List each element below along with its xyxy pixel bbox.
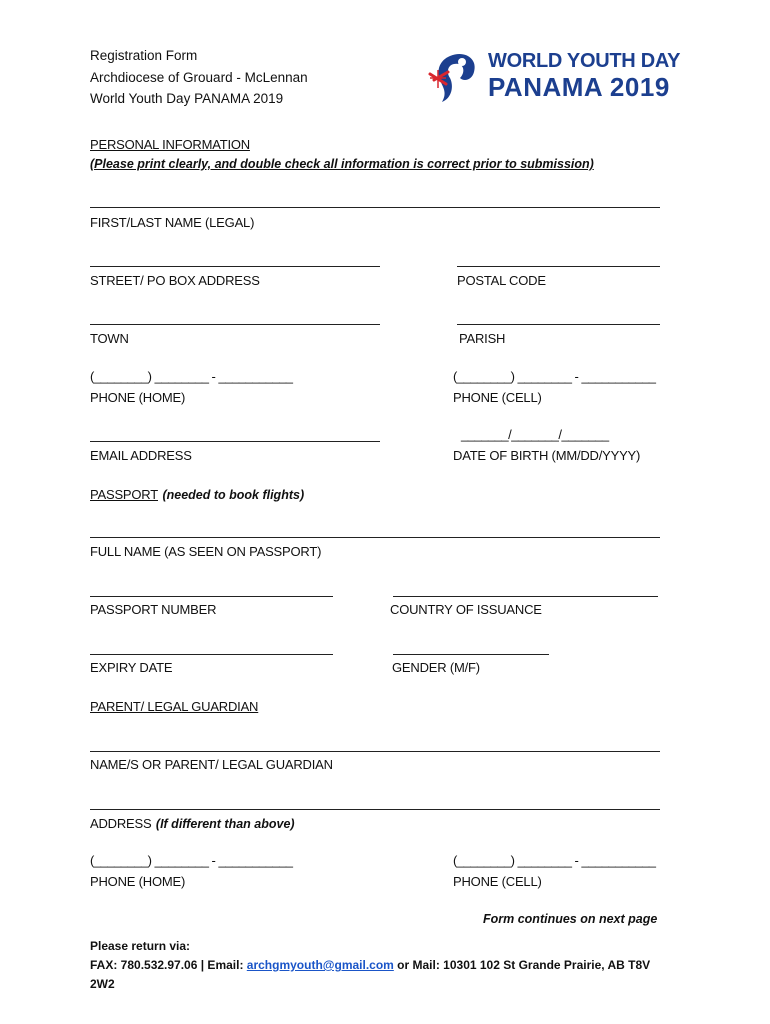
- guardian-phone-cell-label: PHONE (CELL): [453, 874, 542, 889]
- guardian-address-label-row: [90, 815, 295, 833]
- dob-label: DATE OF BIRTH (MM/DD/YYYY): [453, 448, 641, 463]
- passport-number-label: PASSPORT NUMBER: [90, 602, 217, 617]
- passport-name-label: FULL NAME (AS SEEN ON PASSPORT): [90, 544, 322, 559]
- logo-text-bottom: PANAMA 2019: [488, 72, 670, 102]
- wyd-pilgrim-icon: [420, 50, 482, 106]
- parish-line[interactable]: [457, 324, 660, 325]
- passport-name-line[interactable]: [90, 537, 660, 538]
- guardian-home-phone-field[interactable]: (________) ________ - ___________: [90, 853, 293, 868]
- expiry-line[interactable]: [90, 654, 333, 655]
- continues-note: Form continues on next page: [483, 912, 658, 926]
- postal-line[interactable]: [457, 266, 660, 267]
- dob-field[interactable]: _______/_______/_______: [461, 427, 609, 442]
- passport-number-line[interactable]: [90, 596, 333, 597]
- contact-line: [90, 956, 650, 975]
- passport-note: (needed to book flights): [162, 488, 305, 502]
- guardian-name-label: NAME/S OR PARENT/ LEGAL GUARDIAN: [90, 757, 333, 772]
- phone-cell-label: PHONE (CELL): [453, 390, 542, 405]
- email-line[interactable]: [90, 441, 380, 442]
- return-label: Please return via:: [90, 939, 191, 953]
- town-line[interactable]: [90, 324, 380, 325]
- name-line[interactable]: [90, 207, 660, 208]
- country-line[interactable]: [393, 596, 658, 597]
- personal-info-note: (Please print clearly, and double check all information is correct prior to submission): [90, 157, 594, 171]
- contact-suffix: or Mail: 10301 102 St Grande Prairie, AB T8V: [393, 958, 651, 972]
- guardian-phone-home-label: PHONE (HOME): [90, 874, 186, 889]
- passport-heading-row: [90, 486, 304, 504]
- guardian-address-note: (If different than above): [155, 817, 295, 831]
- passport-heading: PASSPORT: [90, 487, 158, 502]
- parish-label: PARISH: [459, 331, 506, 346]
- wyd-logo: [420, 48, 690, 108]
- postal-label: POSTAL CODE: [457, 273, 546, 288]
- archdiocese-name: Archdiocese of Grouard - McLennan: [90, 69, 308, 85]
- form-header: [90, 45, 308, 110]
- expiry-label: EXPIRY DATE: [90, 660, 173, 675]
- personal-info-heading: PERSONAL INFORMATION: [90, 137, 250, 152]
- phone-home-label: PHONE (HOME): [90, 390, 186, 405]
- guardian-heading: PARENT/ LEGAL GUARDIAN: [90, 699, 259, 714]
- street-line[interactable]: [90, 266, 380, 267]
- email-label: EMAIL ADDRESS: [90, 448, 192, 463]
- cell-phone-field[interactable]: (________) ________ - ___________: [453, 369, 656, 384]
- event-name: World Youth Day PANAMA 2019: [90, 91, 284, 106]
- form-title: Registration Form: [90, 48, 198, 63]
- home-phone-field[interactable]: (________) ________ - ___________: [90, 369, 293, 384]
- guardian-address-label: ADDRESS: [90, 816, 152, 831]
- guardian-address-line[interactable]: [90, 809, 660, 810]
- contact-email-link[interactable]: archgmyouth@gmail.com: [246, 958, 394, 972]
- contact-line-2: 2W2: [90, 977, 115, 991]
- guardian-cell-phone-field[interactable]: (________) ________ - ___________: [453, 853, 656, 868]
- name-label: FIRST/LAST NAME (LEGAL): [90, 215, 255, 230]
- guardian-name-line[interactable]: [90, 751, 660, 752]
- gender-label: GENDER (M/F): [392, 660, 480, 675]
- return-info: [90, 937, 650, 994]
- town-label: TOWN: [90, 331, 129, 346]
- country-label: COUNTRY OF ISSUANCE: [390, 602, 542, 617]
- logo-text-top: WORLD YOUTH DAY: [488, 50, 681, 72]
- gender-line[interactable]: [393, 654, 549, 655]
- contact-prefix: FAX: 780.532.97.06 | Email:: [90, 958, 247, 972]
- street-label: STREET/ PO BOX ADDRESS: [90, 273, 260, 288]
